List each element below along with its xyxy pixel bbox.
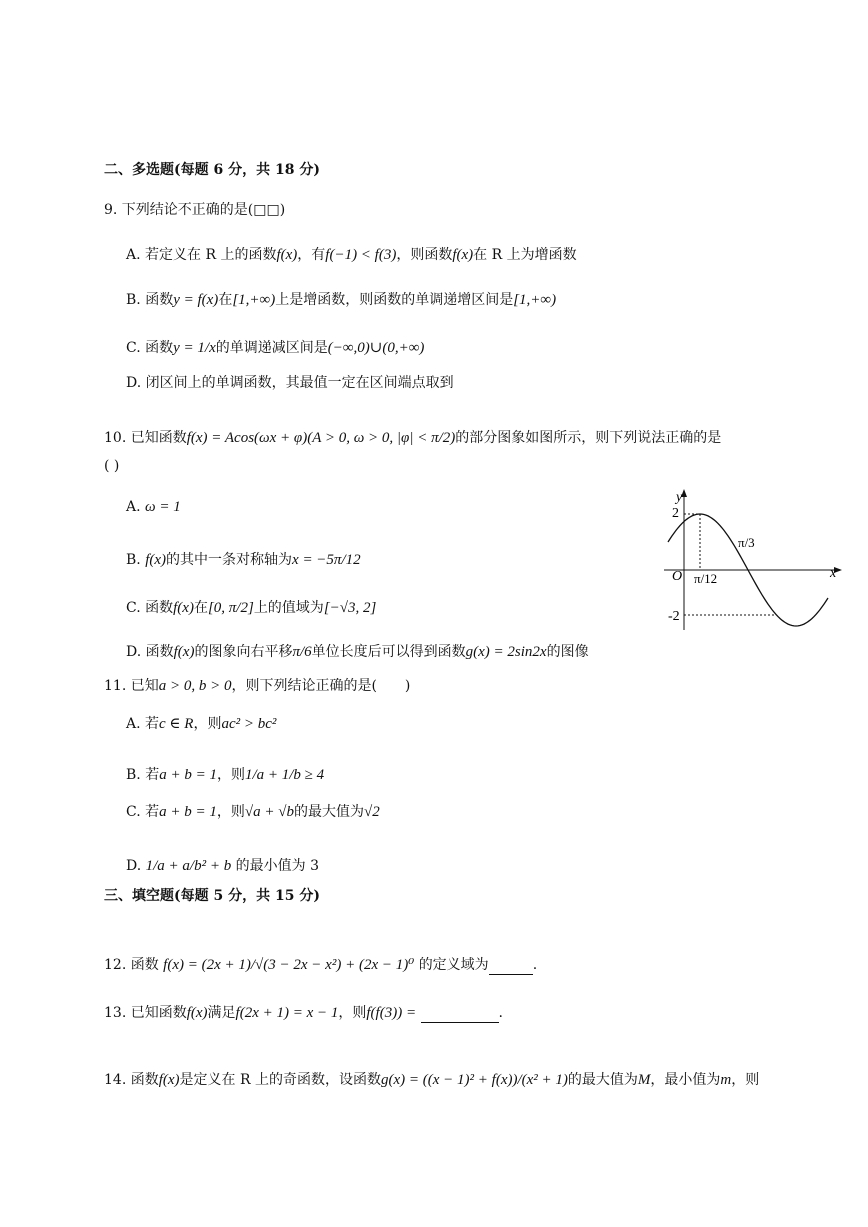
q10-d-math3: g(x) = 2sin2x [465,644,547,660]
q12-prefix: 12. 函数 [104,957,159,973]
q12-answer-blank[interactable] [489,958,533,975]
q14-math4: m [720,1072,732,1088]
q10-b-math2: x = −5π/12 [292,552,361,568]
q10-cosine-graph [660,485,850,635]
q9-a-prefix: A. 若定义在 R 上的函数 [126,247,277,263]
q13-end: . [498,1005,503,1021]
q11-a-math2: ac² > bc² [221,716,277,732]
q13-mid1: 满足 [207,1005,236,1021]
q10-c-math3: [−√3, 2] [323,600,377,616]
q13-answer-blank[interactable] [421,1006,499,1023]
q9-b-math1: y = f(x) [173,292,219,308]
q13-math2: f(2x + 1) = x − 1 [235,1005,339,1021]
q9-a-math3: f(x) [452,247,474,263]
q10-c-mid2: 上的值域为 [253,600,324,616]
q11-c-mid2: 的最大值为 [293,804,364,820]
q11-d-prefix: D. [126,858,142,874]
q10-d-math2: π/6 [292,644,312,660]
q11-c-prefix: C. 若 [126,804,160,820]
q14-mid2: 的最大值为 [567,1072,638,1088]
graph-x2-text: π/3 [738,535,755,550]
q11-c-math3: √2 [363,804,380,820]
q10-option-c [126,598,376,618]
q11-d-suffix: 的最小值为 3 [235,858,320,874]
q14-math1: f(x) [158,1072,180,1088]
q9-b-math2: [1,+∞) [232,292,276,308]
section-heading-fill-in: 三、填空题(每题 5 分，共 15 分) [104,888,320,904]
graph-ymax-label: 2 [672,506,679,521]
q11-stem-prefix: 11. 已知 [104,678,159,694]
q12-suffix: 的定义域为 [418,957,489,973]
q11-d-math1: 1/a + a/b² + b [145,858,232,874]
question-10-stem [104,428,721,448]
q10-b-prefix: B. [126,552,141,568]
question-9-stem: 9. 下列结论不正确的是(□□) [104,202,286,218]
q11-option-c [126,802,380,822]
q11-b-prefix: B. 若 [126,767,160,783]
question-13 [104,1003,503,1023]
q10-stem-prefix: 10. 已知函数 [104,430,187,446]
graph-x2-label [738,535,755,550]
q10-c-prefix: C. 函数 [126,600,174,616]
q9-option-c [126,338,424,358]
q9-option-b [126,290,556,310]
q14-prefix: 14. 函数 [104,1072,159,1088]
question-12 [104,955,537,975]
q11-b-mid1: ，则 [216,767,245,783]
q13-prefix: 13. 已知函数 [104,1005,187,1021]
q9-b-math3: [1,+∞) [513,292,557,308]
q11-a-math1: c ∈ R [159,716,194,732]
q11-stem-suffix: ，则下列结论正确的是( ) [231,678,411,694]
q10-c-math1: f(x) [173,600,194,616]
q13-math3: f(f(3)) = [366,1005,417,1021]
q9-c-math2: (−∞,0)∪(0,+∞) [327,340,425,356]
q10-d-mid1: 的图象向右平移 [194,644,293,660]
q10-stem-math: f(x) = Acos(ωx + φ) [186,430,308,446]
q10-a-prefix: A. [126,499,141,515]
q10-b-mid1: 的其中一条对称轴为 [166,552,293,568]
q10-stem-cond: (A > 0, ω > 0, |φ| < π/2) [307,430,456,446]
q14-suffix: ，则 [731,1072,760,1088]
q9-option-a [126,245,577,265]
q9-a-suffix: 在 R 上为增函数 [473,247,577,263]
q11-c-mid1: ，则 [216,804,245,820]
q11-stem-math: a > 0, b > 0 [158,678,232,694]
q9-c-mid1: 的单调递减区间是 [215,340,328,356]
q9-a-math2: f(−1) < f(3) [325,247,397,263]
q10-c-math2: [0, π/2] [207,600,254,616]
q11-b-math2: 1/a + 1/b ≥ 4 [244,767,325,783]
q14-math2: g(x) = ((x − 1)² + f(x))/(x² + 1) [381,1072,568,1088]
q9-b-mid2: 上是增函数，则函数的单调递增区间是 [275,292,514,308]
q9-a-mid1: ，有 [297,247,326,263]
graph-origin-label: O [672,569,683,584]
q13-mid2: ，则 [338,1005,367,1021]
graph-x1-text: π/12 [694,571,718,586]
q9-c-math1: y = 1/x [173,340,216,356]
q10-a-math1: ω = 1 [145,499,181,515]
q10-d-math1: f(x) [173,644,195,660]
q11-option-d [126,856,319,876]
q13-math1: f(x) [186,1005,208,1021]
q9-c-prefix: C. 函数 [126,340,174,356]
graph-y-label: y [676,490,683,505]
q11-c-math2: √a + √b [244,804,294,820]
section-heading-multi-choice: 二、多选题(每题 6 分，共 18 分) [104,162,320,178]
q9-b-mid1: 在 [218,292,233,308]
q11-c-math1: a + b = 1 [159,804,217,820]
q10-d-suffix: 的图像 [546,644,589,660]
q10-b-math1: f(x) [145,552,167,568]
graph-x1-label [694,571,717,586]
q14-mid1: 是定义在 R 上的奇函数，设函数 [179,1072,381,1088]
q12-math1: f(x) = (2x + 1)/√(3 − 2x − x²) + (2x − 1)⁰ [163,957,415,973]
graph-x-label: x [830,566,837,581]
q10-answer-paren: ( ) [104,458,120,474]
q10-stem-suffix: 的部分图象如图所示，则下列说法正确的是 [455,430,722,446]
q10-option-d [126,642,589,662]
question-14 [104,1070,759,1090]
q11-a-mid1: ，则 [193,716,222,732]
q14-math3: M [637,1072,651,1088]
q14-mid3: ，最小值为 [650,1072,721,1088]
q10-c-mid1: 在 [193,600,208,616]
q10-d-mid2: 单位长度后可以得到函数 [311,644,466,660]
q10-option-b [126,550,361,570]
q9-option-d: D. 闭区间上的单调函数，其最值一定在区间端点取到 [126,375,454,391]
q9-a-mid2: ，则函数 [396,247,453,263]
q11-option-b [126,765,324,785]
q10-option-a [126,497,181,517]
q9-b-prefix: B. 函数 [126,292,174,308]
q12-end: . [532,957,538,973]
graph-ymin-label: -2 [668,609,680,624]
q11-b-math1: a + b = 1 [159,767,217,783]
question-11-stem [104,676,410,696]
q9-a-math1: f(x) [276,247,298,263]
q11-a-prefix: A. 若 [126,716,160,732]
q11-option-a [126,714,276,734]
q10-d-prefix: D. 函数 [126,644,174,660]
